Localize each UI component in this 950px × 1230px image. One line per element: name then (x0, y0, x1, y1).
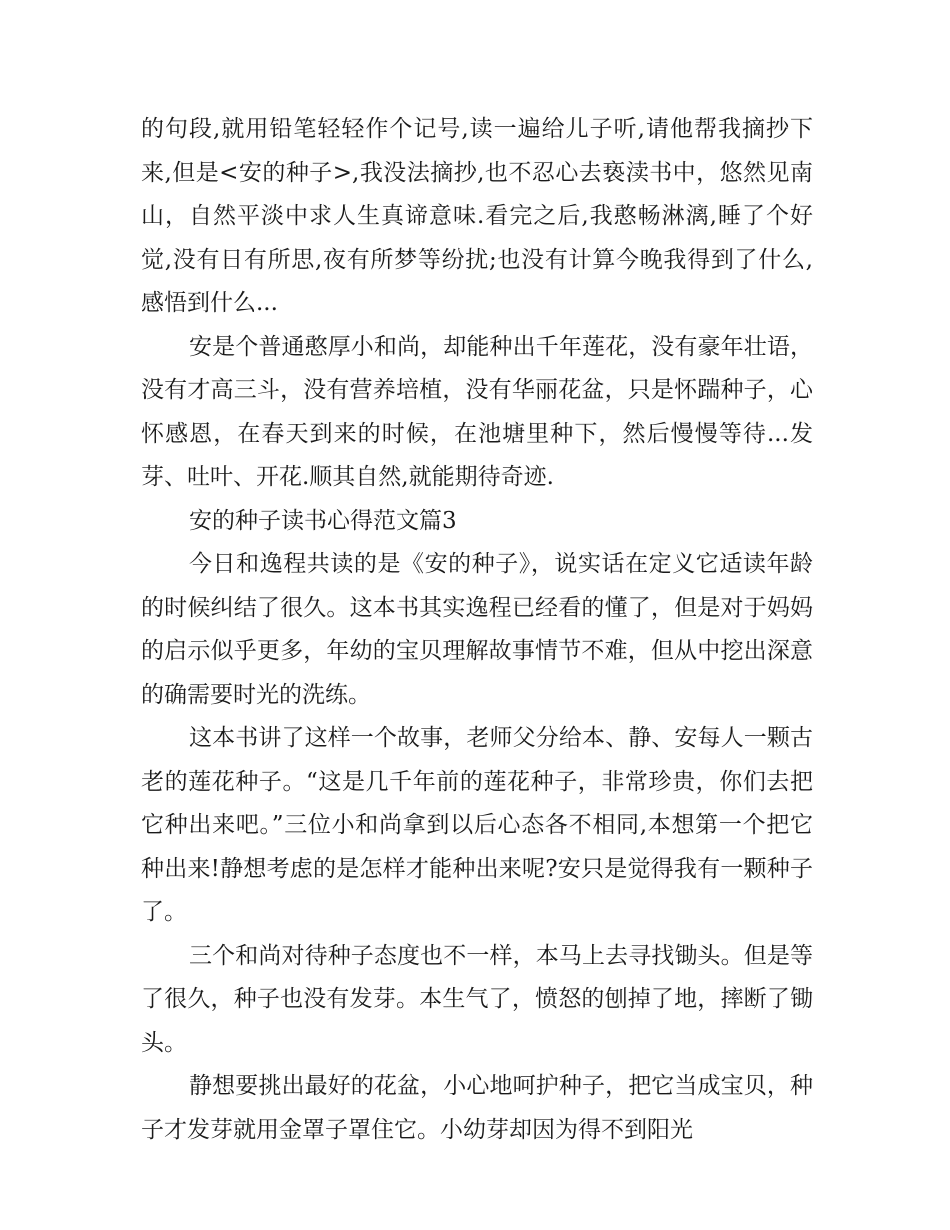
paragraph-3: 今日和逸程共读的是《安的种子》，说实话在定义它适读年龄的时候纠结了很久。这本书其实逸程已经看的懂了，但是对于妈妈的启示似乎更多，年幼的宝贝理解故事情节不难，但从中挖出深意的确需要时光的洗练。 (141, 551, 813, 708)
section-heading: 安的种子读书心得范文篇3 (189, 507, 457, 534)
paragraph-6: 静想要挑出最好的花盆，小心地呵护种子，把它当成宝贝，种子才发芽就用金罩子罩住它。小幼芽却因为得不到阳光 (141, 1073, 813, 1143)
paragraph-1: 的句段,就用铅笔轻轻作个记号,读一遍给儿子听,请他帮我摘抄下来,但是<安的种子>,我没法摘抄,也不忍心去亵渎书中，悠然见南山，自然平淡中求人生真谛意味.看完之后,我憨畅淋漓,睡了个好觉,没有日有所思,夜有所梦等纷扰;也没有计算今晚我得到了什么,感悟到什么... (141, 116, 813, 316)
document-body (141, 108, 813, 1152)
paragraph-2: 安是个普通憨厚小和尚，却能种出千年莲花，没有豪年壮语，没有才高三斗，没有营养培植，没有华丽花盆，只是怀踹种子，心怀感恩，在春天到来的时候，在池塘里种下，然后慢慢等待...发芽、吐叶、开花.顺其自然,就能期待奇迹. (141, 333, 813, 490)
paragraph-5: 三个和尚对待种子态度也不一样，本马上去寻找锄头。但是等了很久，种子也没有发芽。本生气了，愤怒的刨掉了地，摔断了锄头。 (141, 942, 813, 1056)
paragraph-4: 这本书讲了这样一个故事，老师父分给本、静、安每人一颗古老的莲花种子。“这是几千年前的莲花种子，非常珍贵，你们去把它种出来吧。”三位小和尚拿到以后心态各不相同,本想第一个把它种出来!静想考虑的是怎样才能种出来呢?安只是觉得我有一颗种子了。 (141, 725, 813, 925)
